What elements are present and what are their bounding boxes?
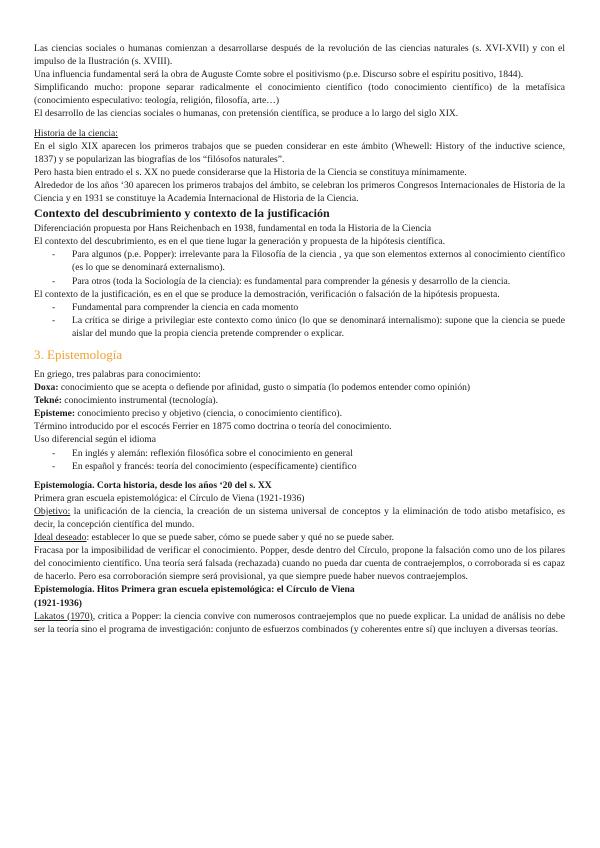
episteme-text: conocimiento preciso y objetivo (ciencia, o conocimiento científico).: [75, 408, 342, 420]
ideal-label: Ideal deseado: [34, 532, 87, 544]
dash-bullet: -: [52, 314, 56, 326]
idioma-list: [34, 447, 565, 473]
descubrimiento-list: [34, 248, 565, 287]
dash-bullet: -: [52, 275, 56, 287]
doxa-definition: [34, 381, 565, 394]
list-item-text: Fundamental para comprender la ciencia en cada momento: [72, 301, 299, 313]
doxa-text: conocimiento que se acepta o defiende por afinidad, gusto o simpatía (lo podemos entender como opinión): [58, 382, 471, 394]
list-item-text: Para otros (toda la Sociología de la ciencia): es fundamental para comprender la génesis y desarrollo de la ciencia.: [72, 275, 511, 287]
dash-bullet: -: [52, 249, 56, 261]
epistemologia-paragraph-2: Término introducido por el escocés Ferrier en 1875 como doctrina o teoría del conocimiento.: [34, 421, 392, 433]
tekne-definition: [34, 394, 565, 407]
epistemologia-title: 3. Epistemología: [34, 346, 123, 362]
ideal-text: : establecer lo que se puede saber, cómo se puede saber y qué no se puede saber.: [86, 532, 395, 544]
historia-corta-paragraph-1: Primera gran escuela epistemológica: el Círculo de Viena (1921-1936): [34, 492, 305, 504]
contexto-paragraph-3: El contexto de la justificación, es en el que se produce la demostración, verificación o falsación de la hipótesis propuesta.: [34, 288, 500, 300]
contexto-paragraph-2: El contexto del descubrimiento, es en el que tiene lugar la generación y propuesta de la hipótesis científica.: [34, 236, 446, 248]
objetivo-paragraph: [34, 505, 565, 531]
dash-bullet: -: [52, 447, 56, 459]
historia-corta-heading: Epistemología. Corta historia, desde los años ‘20 del s. XX: [34, 479, 272, 491]
intro-paragraph-3: Simplificando mucho: propone separar radicalmente el conocimiento científico (todo conocimiento científico) de la metafísica (conocimiento especulativo: teología, religión, filosofía, arte…): [34, 82, 565, 107]
episteme-term: Episteme:: [34, 408, 76, 420]
doxa-term: Doxa:: [34, 382, 59, 394]
historia-paragraph-3: Alrededor de los años ‘30 aparecen los primeros trabajos del ámbito, se celebran los primeros Congresos Internacionales de Historia de la Ciencia y en 1931 se constituye la Academia Internacional de Historia de la Ciencia.: [34, 179, 565, 205]
lakatos-text: , critica a Popper: la ciencia convive con numerosos contraejemplos que no puede explicar. La unidad de análisis no debe ser la teoría sino el programa de investigación: conjunto de esfuerzos combinados (y coherentes entre sí) que incluyen a diversas teorías.: [34, 610, 565, 635]
contexto-paragraph-1: Diferenciación propuesta por Hans Reichenbach en 1938, fundamental en toda la Historia de la Ciencia: [34, 223, 432, 235]
list-item: [34, 460, 565, 473]
contexto-heading: Contexto del descubrimiento y contexto de la justificación: [34, 206, 330, 221]
lakatos-label: Lakatos (1970): [34, 610, 93, 622]
list-item-text: Para algunos (p.e. Popper): irrelevante para la Filosofía de la ciencia , ya que son elementos externos al conocimiento científico (es lo que se denominará externalismo).: [72, 249, 565, 274]
intro-paragraph-4: El desarrollo de las ciencias sociales o humanas, con pretensión científica, se produce a lo largo del siglo XIX.: [34, 108, 459, 120]
ideal-paragraph: [34, 531, 565, 544]
tekne-term: Tekné:: [34, 395, 62, 407]
historia-paragraph-2: Pero hasta bien entrado el s. XX no puede considerarse que la Historia de la Ciencia se constituya mínimamente.: [34, 166, 467, 178]
lakatos-paragraph: [34, 610, 565, 636]
hitos-heading: Epistemología. Hitos Primera gran escuela epistemológica: el Círculo de Viena: [34, 584, 355, 596]
list-item: [34, 301, 565, 314]
list-item-text: La crítica se dirige a privilegiar este contexto como único (lo que se denominará internalismo): supone que la ciencia se puede aislar del mundo que la propia ciencia pretende comprender o explicar.: [72, 314, 565, 339]
episteme-definition: [34, 407, 565, 420]
hitos-heading-dates: (1921-1936): [34, 597, 82, 609]
intro-paragraph-1: Las ciencias sociales o humanas comienzan a desarrollarse después de la revolución de las ciencias naturales (s. XVI-XVII) y con el impulso de la Ilustración (s. XVIII).: [34, 43, 565, 68]
epistemologia-paragraph-1: En griego, tres palabras para conocimiento:: [34, 368, 201, 380]
justificacion-list: [34, 301, 565, 340]
list-item: [34, 275, 565, 288]
historia-heading: Historia de la ciencia:: [34, 127, 118, 139]
list-item: [34, 447, 565, 460]
list-item-text: En español y francés: teoría del conocimiento (específicamente) científico: [72, 460, 357, 472]
intro-paragraph-2: Una influencia fundamental será la obra de Auguste Comte sobre el positivismo (p.e. Discurso sobre el espíritu positivo, 1844).: [34, 69, 524, 81]
epistemologia-paragraph-3: Uso diferencial según el idioma: [34, 434, 157, 446]
dash-bullet: -: [52, 460, 56, 472]
objetivo-text: la unificación de la ciencia, la creación de un sistema universal de conceptos y la eliminación de todo atisbo metafísico, es decir, la concepción científica del mundo.: [34, 505, 565, 530]
list-item: [34, 248, 565, 274]
objetivo-label: Objetivo:: [34, 505, 71, 517]
historia-paragraph-1: En el siglo XIX aparecen los primeros trabajos que se pueden considerar en este ámbito (Whewell: History of the inductive science, 1837) y se popularizan las biografías de los “filósofos naturales”.: [34, 140, 565, 165]
historia-corta-paragraph-2: Fracasa por la imposibilidad de verificar el conocimiento. Popper, desde dentro del Círculo, propone la falsación como uno de los pilares del conocimiento científico. Una teoría será falsada (rechazada) cuando no pueda dar cuenta de contraejemplos, o corroborada si es capaz de hacerlo. Pero esa corroboración siempre será provisional, ya que siempre puede haber nuevos contraejemplos.: [34, 545, 565, 583]
list-item-text: En inglés y alemán: reflexión filosófica sobre el conocimiento en general: [72, 447, 353, 459]
tekne-text: conocimiento instrumental (tecnología).: [61, 395, 219, 407]
dash-bullet: -: [52, 301, 56, 313]
list-item: [34, 314, 565, 340]
document-page: [34, 42, 565, 636]
